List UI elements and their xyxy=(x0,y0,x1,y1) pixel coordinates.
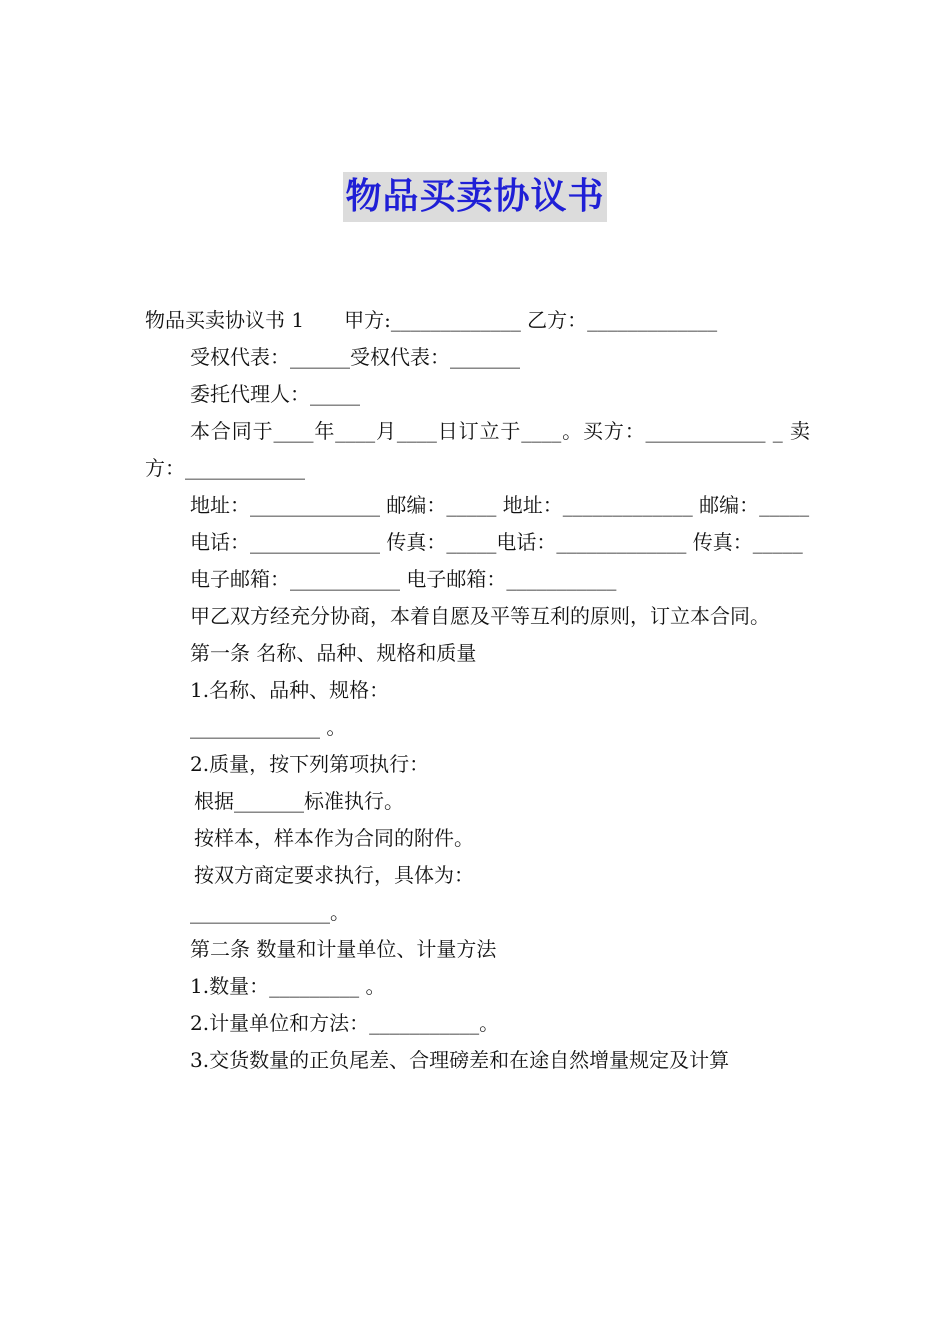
quality-option-agreed-blank: ______________。 xyxy=(190,900,350,924)
article-2-item-2: 2.计量单位和方法：___________。 xyxy=(190,1011,500,1035)
agent-line: 委托代理人：_____ xyxy=(190,382,360,406)
contract-date-line: 本合同于____年____月____日订立于____。买方：____________ _ 卖方：____________ xyxy=(145,419,810,480)
email-line: 电子邮箱：___________ 电子邮箱：___________ xyxy=(190,567,617,591)
intro-party-line: 物品买卖协议书 1 甲方:_____________ 乙方：_____________ xyxy=(145,308,718,332)
article-1-item-1-blank: _____________ 。 xyxy=(190,715,347,739)
article-2-item-1: 1.数量：_________ 。 xyxy=(190,974,386,998)
quality-option-sample: 按样本，样本作为合同的附件。 xyxy=(194,826,474,850)
preamble-paragraph: 甲乙双方经充分协商，本着自愿及平等互利的原则，订立本合同。 xyxy=(190,604,770,628)
document-title: 物品买卖协议书 xyxy=(343,172,606,222)
quality-option-agreed: 按双方商定要求执行，具体为： xyxy=(194,863,474,887)
article-1-item-2: 2.质量，按下列第项执行： xyxy=(190,752,430,776)
quality-option-standard: 根据_______标准执行。 xyxy=(194,789,404,813)
title-wrap xyxy=(0,172,950,222)
article-1-item-1: 1.名称、品种、规格： xyxy=(190,678,390,702)
authorized-rep-line: 受权代表：______受权代表：_______ xyxy=(190,345,520,369)
article-2-item-3: 3.交货数量的正负尾差、合理磅差和在途自然增量规定及计算 xyxy=(190,1048,730,1072)
article-1-heading: 第一条 名称、品种、规格和质量 xyxy=(190,641,477,665)
document-body xyxy=(145,302,810,1079)
article-2-heading: 第二条 数量和计量单位、计量方法 xyxy=(190,937,497,961)
address-line: 地址：_____________ 邮编：_____ 地址：_____________ 邮编：_____ xyxy=(190,493,810,517)
phone-fax-line: 电话：_____________ 传真：_____电话：_____________ 传真：_____ xyxy=(190,530,803,554)
